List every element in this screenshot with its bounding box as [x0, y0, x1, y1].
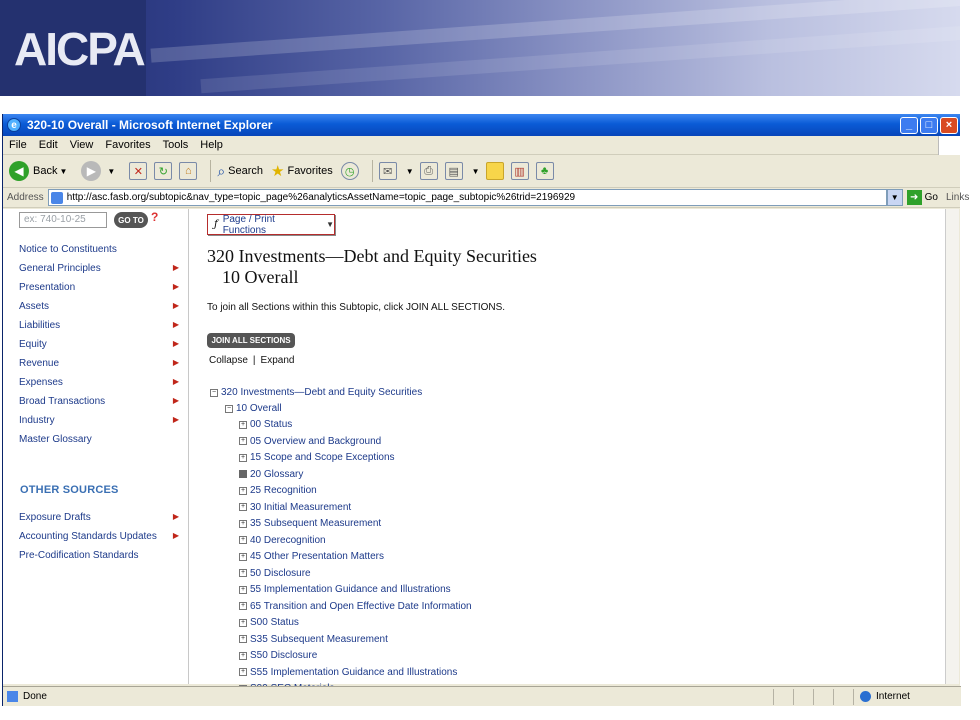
section-item[interactable]	[239, 452, 395, 463]
menu-file[interactable]: File	[9, 139, 27, 151]
section-item[interactable]	[239, 601, 472, 612]
sidebar-item-label: Equity	[19, 339, 47, 350]
other-sources-heading: OTHER SOURCES	[20, 484, 119, 496]
sidebar-item-notice[interactable]	[19, 244, 179, 255]
go-button[interactable]	[907, 190, 938, 205]
refresh-icon[interactable]: ↻	[154, 162, 172, 180]
leaf-icon	[239, 470, 247, 478]
section-item[interactable]	[239, 535, 326, 546]
menu-bar	[3, 136, 960, 155]
status-cell	[793, 689, 813, 705]
back-arrow-icon: ◀	[9, 161, 29, 181]
dropdown-icon[interactable]: ▼	[405, 166, 414, 176]
aicpa-banner	[0, 0, 960, 96]
status-cell	[773, 689, 793, 705]
section-item[interactable]	[239, 667, 457, 678]
section-label: 65 Transition and Open Effective Date Information	[250, 600, 472, 612]
research-icon[interactable]: ▥	[511, 162, 529, 180]
favorites-button[interactable]	[271, 162, 333, 180]
arrow-right-icon: ▶	[172, 415, 179, 424]
sidebar-item-label: Liabilities	[19, 320, 61, 331]
page-print-functions-label: Page / Print Functions	[222, 213, 275, 236]
folder-icon[interactable]	[486, 162, 504, 180]
minimize-button[interactable]: _	[900, 117, 918, 134]
arrow-right-icon: ▶	[172, 531, 179, 540]
forward-arrow-icon: ▶	[81, 161, 101, 181]
section-item[interactable]	[239, 568, 311, 579]
section-item[interactable]	[239, 634, 388, 645]
section-item[interactable]	[239, 485, 317, 496]
section-label: 55 Implementation Guidance and Illustrations	[250, 584, 451, 595]
expand-icon[interactable]: +	[240, 486, 246, 494]
join-all-sections-button[interactable]: JOIN ALL SECTIONS	[207, 333, 295, 348]
sidebar-item-label: Broad Transactions	[19, 396, 106, 407]
sidebar-item-general-principles[interactable]	[19, 263, 179, 274]
banner-streak	[200, 25, 979, 93]
search-label: Search	[228, 165, 264, 177]
help-icon[interactable]: ?	[151, 210, 159, 224]
favorites-label: Favorites	[287, 165, 333, 177]
status-cell	[833, 689, 853, 705]
sidebar-item-broad-transactions[interactable]	[19, 396, 179, 407]
sidebar-item-label: Notice to Constituents	[19, 244, 117, 255]
sidebar-item-pre-codification[interactable]	[19, 550, 179, 561]
expand-icon[interactable]: +	[240, 635, 246, 642]
arrow-right-icon: ▶	[172, 282, 179, 291]
function-icon: ƒ	[214, 219, 218, 230]
arrow-right-icon: ▶	[172, 396, 179, 405]
codification-search-input[interactable]: ex: 740-10-25	[19, 212, 107, 228]
sidebar-item-label: Revenue	[19, 358, 60, 369]
status-cell	[813, 689, 833, 705]
back-label: Back	[33, 165, 58, 177]
toolbar	[3, 155, 960, 188]
arrow-right-icon: ▶	[172, 263, 179, 272]
page-icon	[7, 691, 18, 702]
section-item[interactable]	[239, 436, 381, 447]
tree-root-label: 320 Investments—Debt and Equity Securities	[221, 387, 423, 398]
sidebar-item-revenue[interactable]	[19, 358, 179, 369]
forward-button[interactable]	[81, 161, 121, 181]
sidebar-item-asu[interactable]	[19, 531, 179, 542]
section-label: S00 Status	[250, 617, 299, 628]
expand-icon[interactable]: +	[240, 437, 246, 444]
maximize-button[interactable]: □	[920, 117, 938, 134]
arrow-right-icon: ▶	[172, 320, 179, 329]
menu-view[interactable]: View	[69, 139, 94, 151]
title-bar	[3, 114, 960, 136]
edit-icon[interactable]: ▤	[445, 162, 463, 180]
windows-flag-icon	[938, 136, 960, 155]
dropdown-icon[interactable]: ▼	[107, 166, 116, 176]
page-print-functions-button[interactable]	[207, 214, 335, 235]
goto-button[interactable]: GO TO	[114, 212, 148, 228]
expand-icon[interactable]: +	[240, 503, 246, 510]
back-button[interactable]	[9, 161, 73, 181]
expand-icon[interactable]: +	[240, 668, 246, 675]
section-label: 45 Other Presentation Matters	[250, 551, 384, 562]
close-button[interactable]: ×	[940, 117, 958, 134]
expand-icon[interactable]: +	[240, 618, 246, 626]
section-item[interactable]	[239, 617, 299, 628]
sidebar-item-liabilities[interactable]	[19, 320, 179, 331]
menu-favorites[interactable]: Favorites	[105, 139, 151, 151]
sidebar-item-label: Presentation	[19, 282, 76, 293]
section-item[interactable]	[239, 584, 451, 595]
section-label: 20 Glossary	[250, 468, 304, 480]
expand-icon[interactable]: +	[240, 420, 246, 428]
expand-link[interactable]: Expand	[260, 355, 295, 366]
section-item[interactable]	[239, 551, 384, 562]
section-label: 30 Initial Measurement	[250, 501, 352, 513]
menu-tools[interactable]: Tools	[162, 139, 189, 151]
arrow-right-icon: ▶	[172, 377, 179, 386]
section-label: 15 Scope and Scope Exceptions	[250, 452, 395, 463]
subtopic-heading: 10 Overall	[222, 267, 299, 287]
sidebar-item-label: Exposure Drafts	[19, 512, 91, 523]
tree-subtopic[interactable]	[225, 403, 282, 414]
section-label: S55 Implementation Guidance and Illustrations	[250, 666, 458, 678]
sidebar-item-equity[interactable]	[19, 339, 179, 350]
go-label: Go	[924, 192, 938, 203]
stop-icon[interactable]: ✕	[129, 162, 147, 180]
ie-icon: e	[7, 118, 21, 132]
go-arrow-icon: ➜	[907, 190, 922, 205]
page-content	[3, 209, 945, 684]
collapse-expand	[209, 355, 294, 366]
section-label: 05 Overview and Background	[250, 435, 382, 447]
status-bar	[3, 686, 961, 706]
sidebar-item-exposure-drafts[interactable]	[19, 512, 179, 523]
mail-icon[interactable]: ✉	[379, 162, 397, 180]
section-item[interactable]	[239, 502, 351, 513]
history-icon[interactable]: ◷	[341, 162, 359, 180]
ie-window	[2, 114, 970, 706]
home-icon[interactable]: ⌂	[179, 162, 197, 180]
sidebar-item-expenses[interactable]	[19, 377, 179, 388]
address-bar	[3, 188, 970, 208]
arrow-right-icon: ▶	[172, 301, 179, 310]
main-content	[189, 209, 945, 684]
menu-edit[interactable]: Edit	[38, 139, 58, 151]
status-done: Done	[23, 691, 47, 702]
arrow-right-icon: ▶	[172, 512, 179, 521]
expand-icon[interactable]: +	[240, 519, 246, 527]
sidebar-item-industry[interactable]	[19, 415, 179, 426]
messenger-icon[interactable]: ♣	[536, 162, 554, 180]
search-icon: ⌕	[217, 162, 226, 179]
slide-band	[0, 96, 960, 114]
arrow-right-icon: ▶	[172, 339, 179, 348]
menu-help[interactable]: Help	[200, 139, 223, 151]
collapse-icon[interactable]: −	[226, 404, 232, 412]
address-input[interactable]	[48, 189, 887, 206]
separator: |	[252, 355, 256, 366]
expand-icon[interactable]: +	[240, 536, 246, 543]
chevron-down-icon: ▼	[326, 220, 334, 229]
expand-icon[interactable]: +	[240, 602, 246, 609]
section-label: S50 Disclosure	[250, 650, 318, 661]
print-icon[interactable]: ⎙	[420, 162, 438, 180]
tree-root[interactable]	[210, 387, 422, 398]
sidebar-item-master-glossary[interactable]	[19, 434, 179, 445]
section-label: S35 Subsequent Measurement	[250, 633, 388, 645]
zone-label: Internet	[876, 691, 910, 702]
sidebar	[3, 209, 189, 684]
topic-heading: 320 Investments—Debt and Equity Securities	[207, 246, 537, 266]
address-url: http://asc.fasb.org/subtopic&nav_type=topic_page%26analyticsAssetName=topic_page_subtopic%26trid=2196929	[66, 192, 576, 203]
star-icon: ★	[271, 163, 285, 180]
section-item[interactable]	[239, 419, 292, 430]
expand-icon[interactable]: +	[240, 569, 246, 576]
logo-box	[0, 0, 146, 96]
sidebar-item-label: Expenses	[19, 377, 63, 388]
section-label: 00 Status	[250, 419, 293, 430]
sidebar-item-label: Pre-Codification Standards	[19, 550, 139, 561]
globe-icon	[860, 691, 871, 702]
security-zone	[853, 689, 961, 705]
sidebar-item-presentation[interactable]	[19, 282, 179, 293]
sidebar-item-assets[interactable]	[19, 301, 179, 312]
vertical-scrollbar[interactable]	[945, 209, 959, 684]
expand-icon[interactable]: +	[240, 453, 246, 461]
section-item[interactable]	[239, 469, 303, 480]
links-label[interactable]: Links	[946, 192, 970, 203]
collapse-icon[interactable]: −	[211, 388, 217, 396]
toolbar-separator	[372, 160, 373, 182]
dropdown-icon[interactable]: ▼	[59, 166, 68, 176]
sidebar-item-label: Accounting Standards Updates	[19, 531, 157, 542]
expand-icon[interactable]: +	[240, 651, 246, 659]
taskbar-strip	[0, 706, 960, 720]
arrow-right-icon: ▶	[172, 358, 179, 367]
sidebar-item-label: Master Glossary	[19, 434, 92, 445]
aicpa-logo: AICPA	[14, 23, 144, 75]
tree-subtopic-label: 10 Overall	[236, 403, 282, 414]
search-button[interactable]	[217, 163, 263, 180]
status-text	[3, 691, 773, 702]
join-instruction: To join all Sections within this Subtopic, click JOIN ALL SECTIONS.	[207, 302, 506, 313]
address-label: Address	[7, 192, 44, 203]
dropdown-icon[interactable]: ▼	[471, 166, 480, 176]
section-item[interactable]	[239, 518, 381, 529]
window-title: 320-10 Overall - Microsoft Internet Explorer	[27, 118, 273, 132]
address-dropdown[interactable]: ▼	[887, 189, 903, 206]
section-label: 35 Subsequent Measurement	[250, 518, 382, 529]
sidebar-item-label: Assets	[19, 301, 50, 312]
section-label: 40 Derecognition	[250, 534, 326, 546]
section-item[interactable]	[239, 650, 317, 661]
section-label: 50 Disclosure	[250, 567, 311, 579]
expand-icon[interactable]: +	[240, 585, 246, 593]
expand-icon[interactable]: +	[240, 552, 246, 560]
sidebar-item-label: General Principles	[19, 263, 101, 274]
sidebar-item-label: Industry	[19, 415, 55, 426]
collapse-link[interactable]: Collapse	[209, 355, 248, 366]
page-icon	[51, 192, 63, 204]
toolbar-separator	[210, 160, 211, 182]
section-label: 25 Recognition	[250, 485, 317, 496]
